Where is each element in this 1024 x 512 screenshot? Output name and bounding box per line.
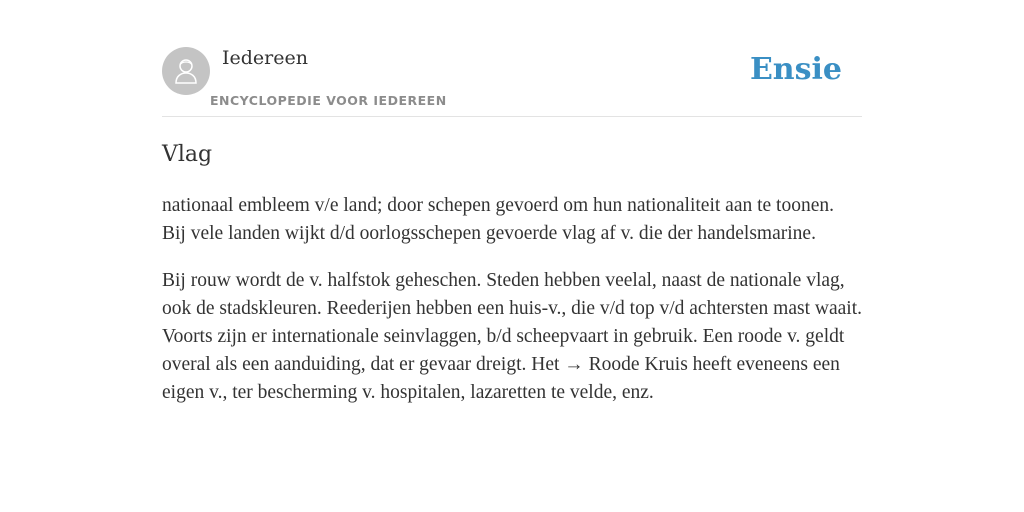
user-icon <box>172 56 200 86</box>
article-paragraph: nationaal embleem v/e land; door schepen gevoerd om hun nationaliteit aan te toonen. Bij vele landen wijkt d/d oorlogsschepen gevoerde vlag af v. die der handelsmarine. <box>162 195 834 244</box>
author-subtitle: ENCYCLOPEDIE VOOR IEDEREEN <box>210 93 447 108</box>
avatar[interactable] <box>162 47 210 95</box>
article-body <box>162 192 862 426</box>
article-paragraph: Bij rouw wordt de v. halfstok geheschen. Steden hebben veelal, naast de nationale vlag, ook de stadskleuren. Reederijen hebben een huis-v., die v/d top v/d achtersten mast waait. Voorts zijn er internationale seinvlaggen, b/d scheepvaart in gebruik. Een roode v. geldt overal als een aanduiding, dat er gevaar dreigt. Het → Roode Kruis heeft eveneens een eigen v., ter bescherming v. hospitalen, lazaretten te velde, enz. <box>162 270 862 403</box>
site-logo[interactable]: Ensie <box>749 52 842 87</box>
author-name[interactable]: Iedereen <box>222 47 308 69</box>
page-title: Vlag <box>162 142 213 167</box>
site-header <box>162 40 862 117</box>
